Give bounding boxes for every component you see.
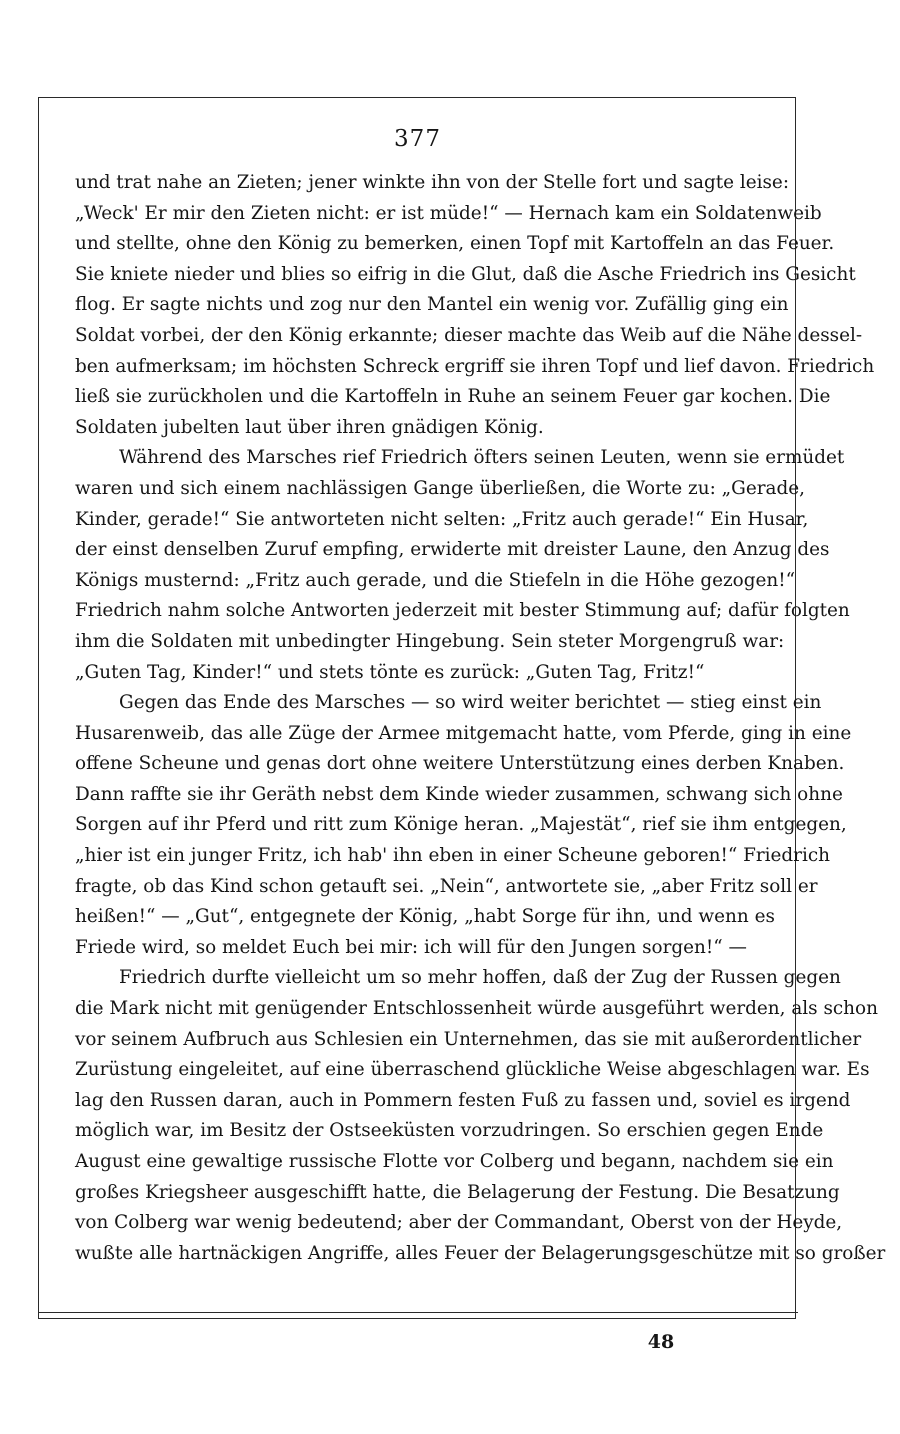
text-line: Friedrich durfte vielleicht um so mehr hoffen, daß der Zug der Russen gegen: [119, 967, 841, 989]
text-line: Friede wird, so meldet Euch bei mir: ich will für den Jungen sorgen!“ —: [75, 936, 747, 958]
text-line: Königs musternd: „Fritz auch gerade, und die Stiefeln in die Höhe gezogen!“: [75, 569, 796, 591]
text-line: und stellte, ohne den König zu bemerken, einen Topf mit Kartoffeln an das Feuer.: [75, 233, 835, 255]
text-line: wußte alle hartnäckigen Angriffe, alles Feuer der Belagerungsgeschütze mit so großer: [75, 1242, 886, 1264]
text-line: vor seinem Aufbruch aus Schlesien ein Unternehmen, das sie mit außerordentlicher: [75, 1028, 862, 1050]
text-line: ihm die Soldaten mit unbedingter Hingebung. Sein steter Morgengruß war:: [75, 630, 785, 652]
body-text: [75, 168, 886, 1269]
text-line: Dann raffte sie ihr Geräth nebst dem Kinde wieder zusammen, schwang sich ohne: [75, 783, 843, 805]
text-line: Sie kniete nieder und blies so eifrig in die Glut, daß die Asche Friedrich ins Gesicht: [75, 263, 856, 285]
text-line: großes Kriegsheer ausgeschifft hatte, die Belagerung der Festung. Die Besatzung: [75, 1181, 840, 1203]
text-line: Gegen das Ende des Marsches — so wird weiter berichtet — stieg einst ein: [119, 692, 822, 714]
text-line: und trat nahe an Zieten; jener winkte ihn von der Stelle fort und sagte leise:: [75, 172, 790, 193]
text-line: Während des Marsches rief Friedrich öfters seinen Leuten, wenn sie ermüdet: [119, 447, 845, 469]
bottom-rule: [38, 1312, 798, 1313]
text-line: heißen!“ — „Gut“, entgegnete der König, „habt Sorge für ihn, und wenn es: [75, 906, 775, 928]
page-number: 377: [394, 126, 441, 152]
text-line: „hier ist ein junger Fritz, ich hab' ihn eben in einer Scheune geboren!“ Friedrich: [75, 845, 830, 867]
text-line: Friedrich nahm solche Antworten jederzeit mit bester Stimmung auf; dafür folgten: [75, 600, 850, 622]
text-line: Sorgen auf ihr Pferd und ritt zum Könige heran. „Majestät“, rief sie ihm entgegen,: [75, 814, 847, 836]
text-line: Soldaten jubelten laut über ihren gnädigen König.: [75, 416, 544, 438]
text-line: fragte, ob das Kind schon getauft sei. „Nein“, antwortete sie, „aber Fritz soll er: [75, 875, 818, 897]
text-line: Soldat vorbei, der den König erkannte; dieser machte das Weib auf die Nähe dessel-: [75, 324, 863, 346]
text-line: ließ sie zurückholen und die Kartoffeln in Ruhe an seinem Feuer gar kochen. Die: [75, 386, 831, 408]
text-line: waren und sich einem nachlässigen Gange überließen, die Worte zu: „Gerade,: [75, 477, 805, 499]
text-line: Zurüstung eingeleitet, auf eine überraschend glückliche Weise abgeschlagen war. Es: [75, 1059, 870, 1081]
text-line: August eine gewaltige russische Flotte vor Colberg und begann, nachdem sie ein: [75, 1151, 834, 1172]
text-line: der einst denselben Zuruf empfing, erwiderte mit dreister Laune, den Anzug des: [75, 539, 830, 561]
text-line: möglich war, im Besitz der Ostseeküsten vorzudringen. So erschien gegen Ende: [75, 1120, 824, 1142]
text-line: flog. Er sagte nichts und zog nur den Mantel ein wenig vor. Zufällig ging ein: [75, 294, 789, 316]
text-line: offene Scheune und genas dort ohne weitere Unterstützung eines derben Knaben.: [75, 753, 845, 775]
text-line: „Weck' Er mir den Zieten nicht: er ist müde!“ — Hernach kam ein Soldatenweib: [75, 202, 822, 224]
text-line: Kinder, gerade!“ Sie antworteten nicht selten: „Fritz auch gerade!“ Ein Husar,: [75, 508, 809, 530]
text-line: ben aufmerksam; im höchsten Schreck ergriff sie ihren Topf und lief davon. Friedrich: [75, 355, 875, 377]
text-line: Husarenweib, das alle Züge der Armee mitgemacht hatte, vom Pferde, ging in eine: [75, 722, 852, 744]
text-line: von Colberg war wenig bedeutend; aber der Commandant, Oberst von der Heyde,: [75, 1212, 843, 1234]
text-line: die Mark nicht mit genügender Entschlossenheit würde ausgeführt werden, als schon: [75, 998, 878, 1020]
signature-mark: 48: [647, 1331, 675, 1353]
text-line: „Guten Tag, Kinder!“ und stets tönte es zurück: „Guten Tag, Fritz!“: [75, 661, 705, 683]
text-line: lag den Russen daran, auch in Pommern festen Fuß zu fassen und, soviel es irgend: [75, 1089, 851, 1111]
